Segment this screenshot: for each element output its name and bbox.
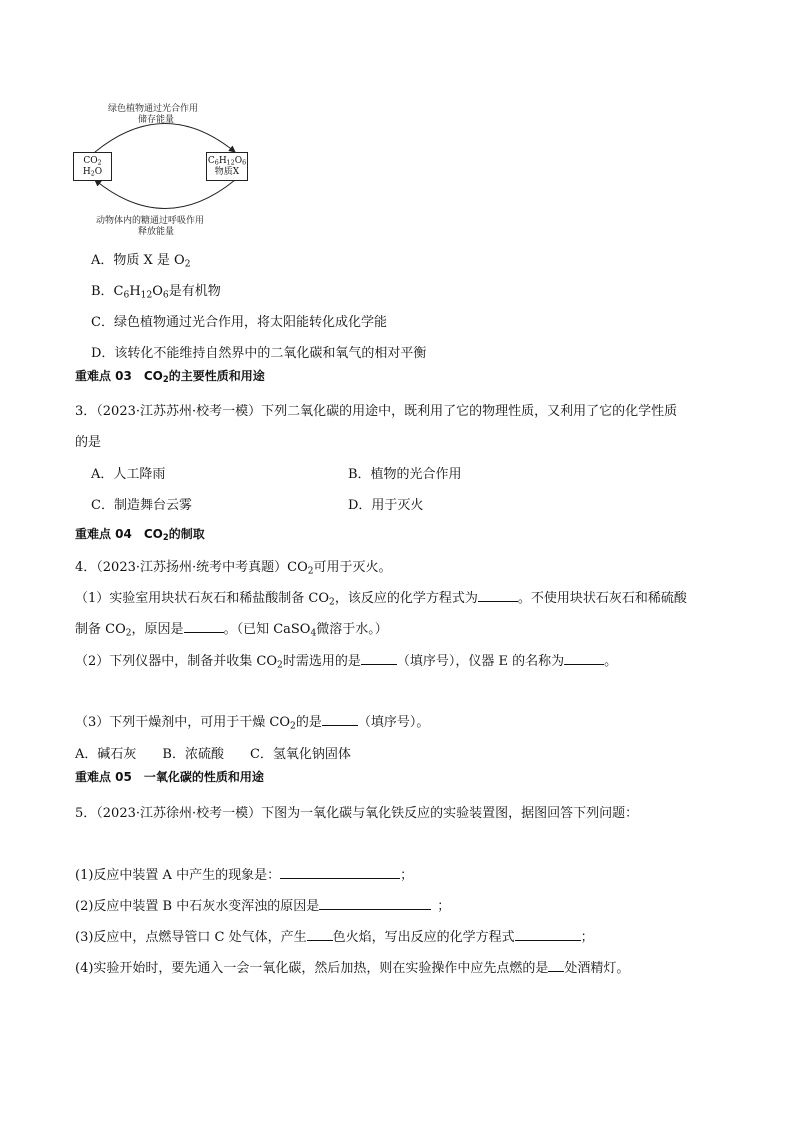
q4-stem: 4．（2023·江苏扬州·统考中考真题）$CO_2$可用于灭火。 xyxy=(75,560,392,577)
q4-answer-blank-equation[interactable] xyxy=(478,589,518,602)
q5-sub4: (4)实验开始时，要先通入一会一氧化碳，然后加热，则在实验操作中应先点燃的是 处酒精灯。 xyxy=(75,961,630,976)
top-arc-arrow xyxy=(95,124,235,153)
q5-answer-blank-3a[interactable] xyxy=(307,928,333,941)
q3-stem-line1: 3．（2023·江苏苏州·校考一模）下列二氧化碳的用途中，既利用了它的物理性质，又利用了它的化学性质 xyxy=(75,404,678,419)
glucose-formula: $C_6H_{12}O_6$ xyxy=(207,155,247,167)
q4-answer-blank-instruments[interactable] xyxy=(361,652,397,665)
bottom-label-2: 释放能量 xyxy=(138,227,175,237)
bottom-arc-arrow xyxy=(95,180,235,209)
q5-answer-blank-3b[interactable] xyxy=(515,928,581,941)
q3-stem-line2: 的是 xyxy=(75,435,102,450)
q5-sub1: (1)反应中装置 A 中产生的现象是： ； xyxy=(75,868,414,883)
reactants-box xyxy=(73,152,112,181)
q3-option-b: B．植物的光合作用 xyxy=(348,467,462,482)
q3-option-d: D．用于灭火 xyxy=(348,498,424,513)
q4-desiccant-options: A．碱石灰 B．浓硫酸 C．氢氧化钠固体 xyxy=(75,747,351,762)
top-label-2: 储存能量 xyxy=(138,115,175,125)
products-box xyxy=(206,152,248,181)
q2-option-d: D．该转化不能维持自然界中的二氧化碳和氧气的相对平衡 xyxy=(91,346,427,361)
substance-x-label: 物质X xyxy=(214,166,240,177)
section-04-heading: 重难点 04 $CO_2$的制取 xyxy=(75,527,205,543)
q4-answer-blank-desiccant[interactable] xyxy=(322,713,358,726)
q5-sub3: (3)反应中，点燃导管口 C 处气体，产生 色火焰，写出反应的化学方程式 ； xyxy=(75,930,594,945)
co2-formula: $CO_2$ xyxy=(83,155,102,167)
q5-answer-blank-1[interactable] xyxy=(280,866,400,879)
q2-option-b: B．$C_6H_{12}O_6$是有机物 xyxy=(91,284,221,301)
q3-option-c: C．制造舞台云雾 xyxy=(91,498,192,513)
q4-part1-line2: 制备 $CO_2$，原因是 。（已知 CaSO$_4$微溶于水。） xyxy=(75,622,388,639)
q4-part3: （3）下列干燥剂中，可用于干燥 $CO_2$的是 （填序号）。 xyxy=(75,715,430,732)
q4-part1-line1: （1）实验室用块状石灰石和稀盐酸制备 $CO_2$，该反应的化学方程式为 。不使用块状石灰石和稀硫酸 xyxy=(75,591,687,608)
q5-stem: 5．（2023·江苏徐州·校考一模）下图为一氧化碳与氧化铁反应的实验装置图，据图回答下列问题： xyxy=(75,806,639,821)
q5-sub2: (2)反应中装置 B 中石灰水变浑浊的原因是 ； xyxy=(75,899,451,914)
bottom-label-1: 动物体内的糖通过呼吸作用 xyxy=(96,216,205,226)
h2o-formula: $H_2O$ xyxy=(82,166,103,178)
q3-option-a: A．人工降雨 xyxy=(91,467,166,482)
top-label-1: 绿色植物通过光合作用 xyxy=(108,104,199,114)
q2-option-c: C．绿色植物通过光合作用，将太阳能转化成化学能 xyxy=(91,315,387,330)
section-05-heading: 重难点 05 一氧化碳的性质和用途 xyxy=(75,770,264,784)
q4-answer-blank-instrument-e[interactable] xyxy=(564,652,604,665)
q2-option-a: A．物质 X 是 $O_2$ xyxy=(91,253,191,270)
q5-answer-blank-4[interactable] xyxy=(548,959,564,972)
q4-part2: （2）下列仪器中，制备并收集 $CO_2$时需选用的是 （填序号），仪器 E 的名称为 。 xyxy=(75,654,618,671)
q4-answer-blank-reason[interactable] xyxy=(184,620,224,633)
q5-answer-blank-2[interactable] xyxy=(319,897,431,910)
section-03-heading: 重难点 03 $CO_2$的主要性质和用途 xyxy=(75,369,265,385)
